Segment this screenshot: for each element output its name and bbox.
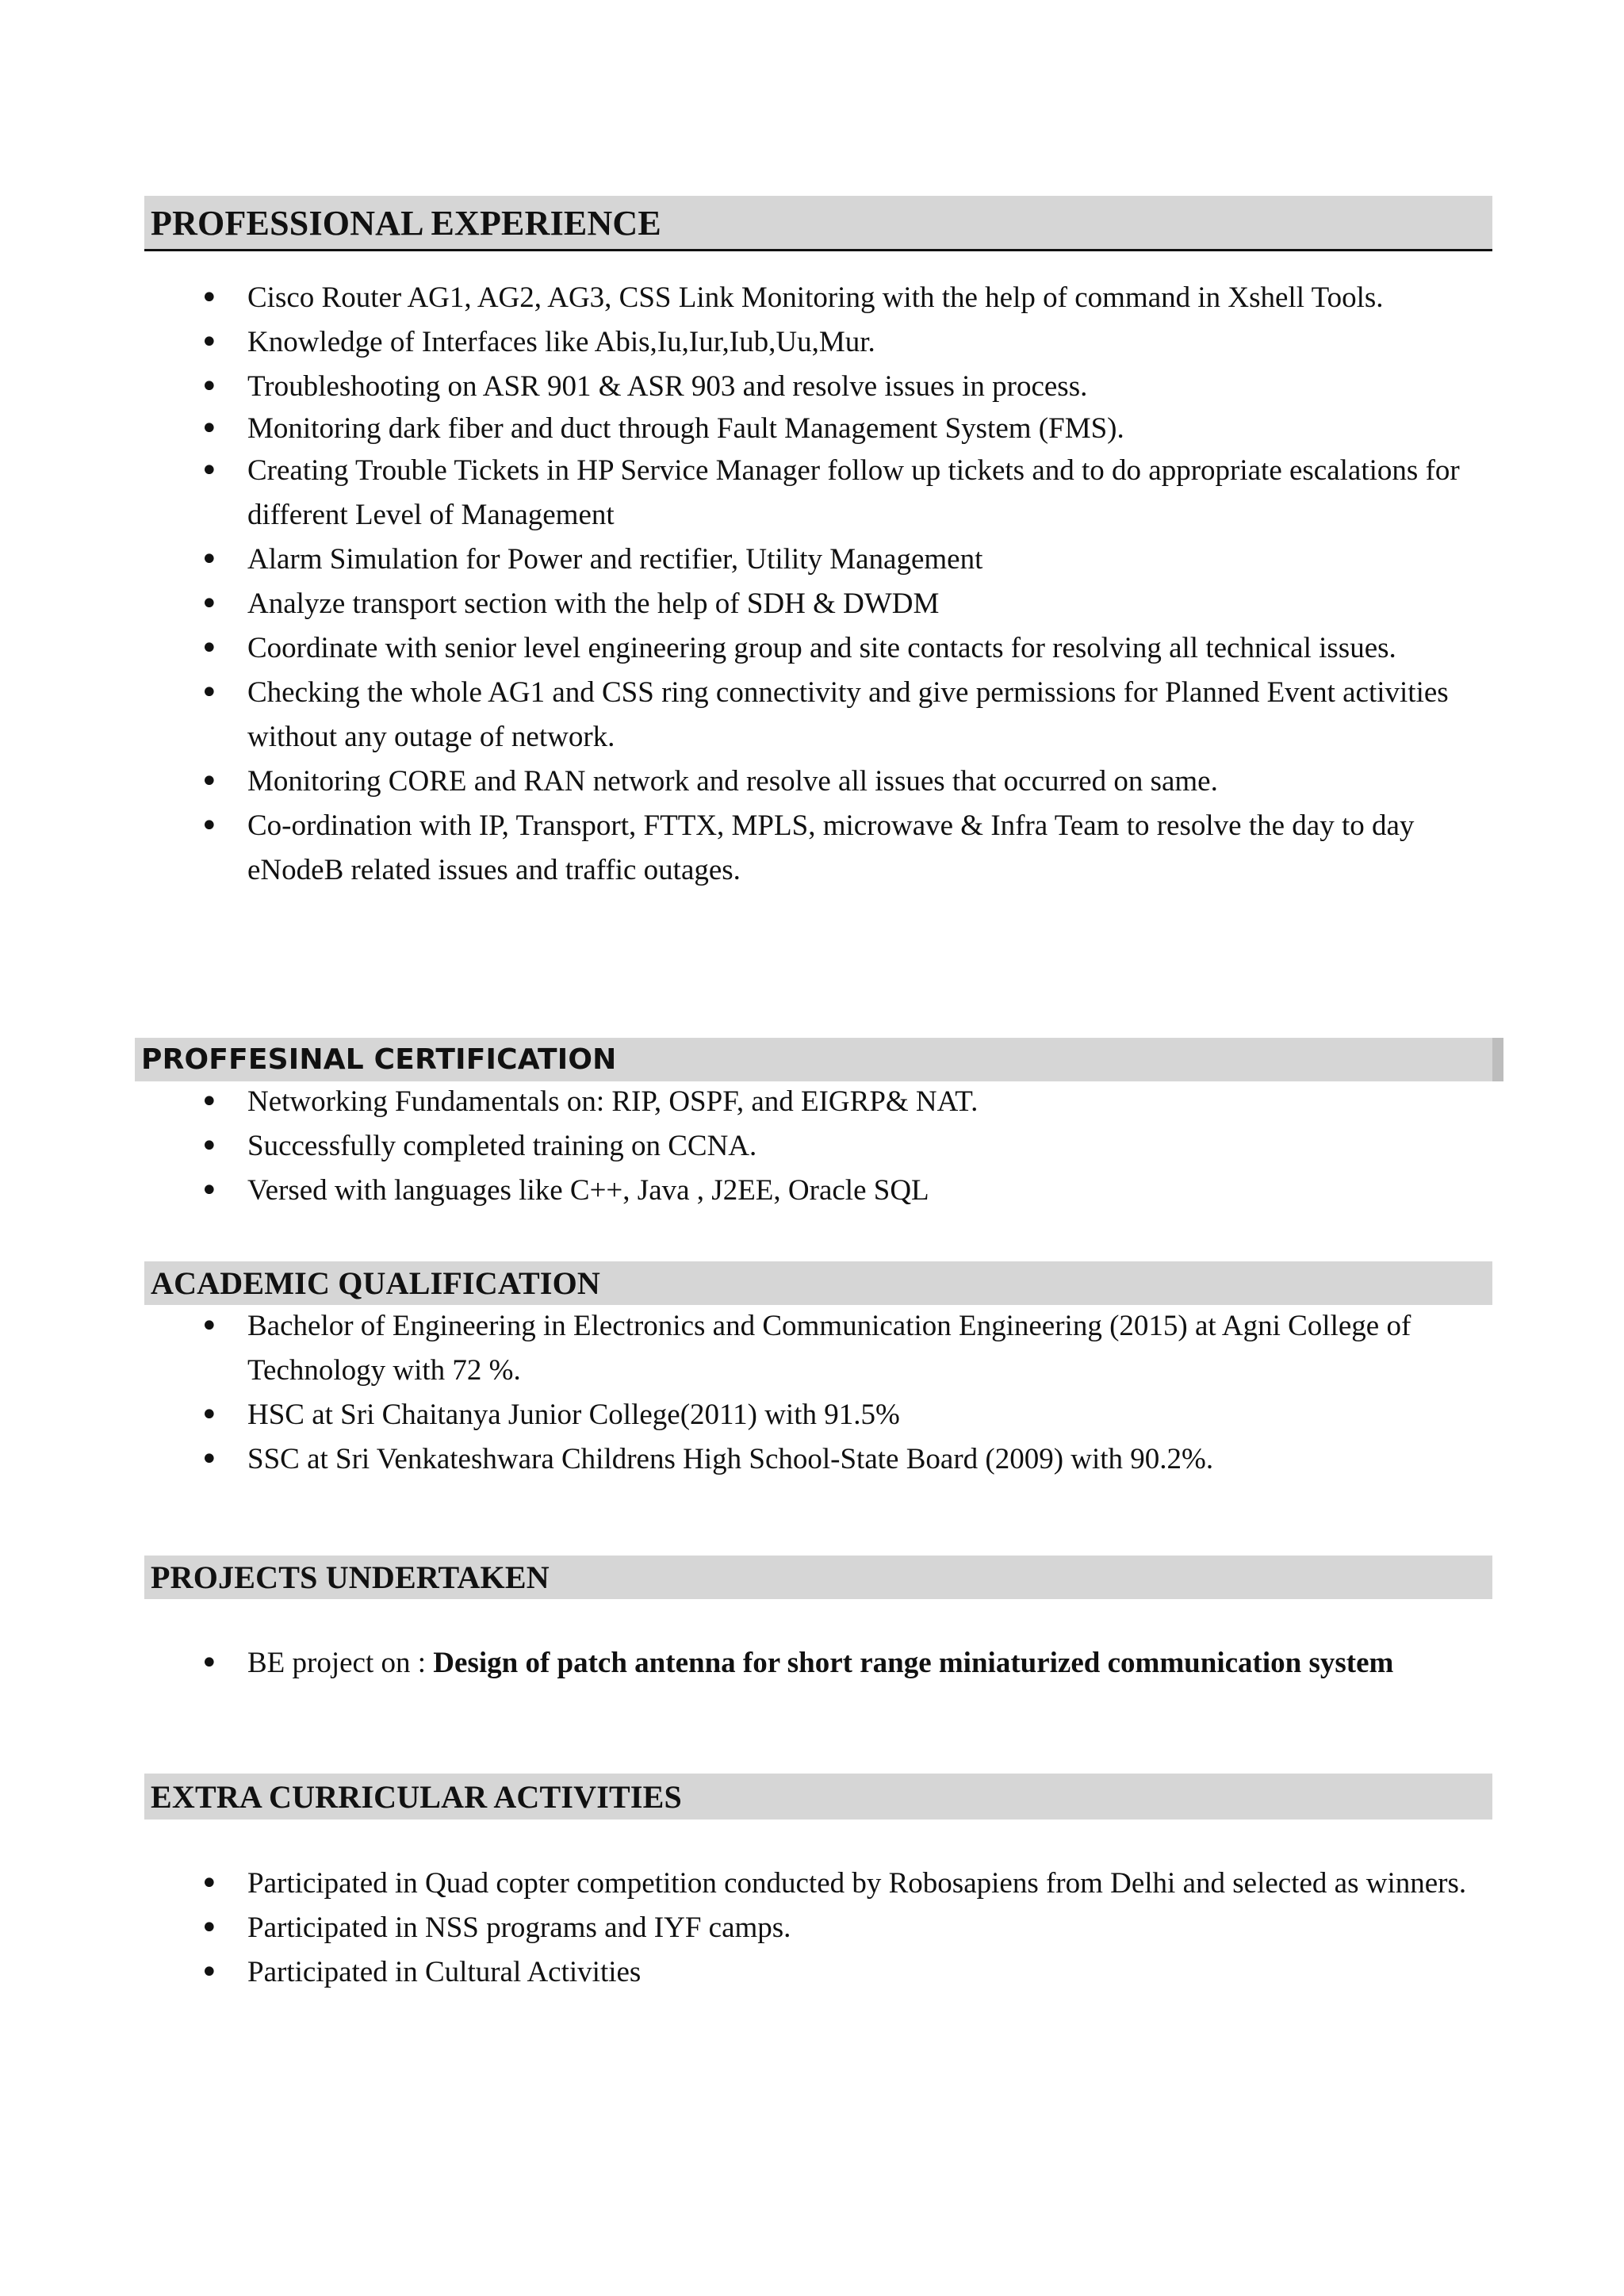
list-item: • Co-ordination with IP, Transport, FTTX, MPLS, microwave & Infra Team to resolve the day to day eNodeB related issues and traffic outages. xyxy=(200,804,1477,893)
list-item: • Checking the whole AG1 and CSS ring connectivity and give permissions for Planned Event activities without any outage of network. xyxy=(200,671,1477,760)
section-header-experience xyxy=(144,196,1492,250)
list-item: • SSC at Sri Venkateshwara Childrens High School-State Board (2009) with 90.2%. xyxy=(200,1437,1477,1482)
list-item: • Participated in NSS programs and IYF camps. xyxy=(200,1906,1477,1950)
list-item: • Monitoring CORE and RAN network and resolve all issues that occurred on same. xyxy=(200,760,1477,804)
extra-list xyxy=(200,1862,1477,1995)
projects-list xyxy=(200,1641,1477,1686)
list-item: • Analyze transport section with the help of SDH & DWDM xyxy=(200,582,1477,626)
list-item: • Creating Trouble Tickets in HP Service Manager follow up tickets and to do appropriate escalations for different Level of Management xyxy=(200,449,1477,538)
list-item: • Cisco Router AG1, AG2, AG3, CSS Link Monitoring with the help of command in Xshell Tools. xyxy=(200,276,1477,320)
section-header-extra xyxy=(144,1774,1492,1820)
list-item: • Networking Fundamentals on: RIP, OSPF, and EIGRP& NAT. xyxy=(200,1080,1477,1124)
project-title: Design of patch antenna for short range miniaturized communication system xyxy=(433,1647,1394,1679)
list-item: • Alarm Simulation for Power and rectifier, Utility Management xyxy=(200,538,1477,582)
list-item: • Monitoring dark fiber and duct through Fault Management System (FMS). xyxy=(200,409,1477,449)
list-item: • Troubleshooting on ASR 901 & ASR 903 and resolve issues in process. xyxy=(200,365,1477,409)
certification-list xyxy=(200,1080,1477,1213)
section-divider xyxy=(144,249,1492,251)
list-item: • Participated in Quad copter competition conducted by Robosapiens from Delhi and selected as winners. xyxy=(200,1862,1477,1906)
list-item: • HSC at Sri Chaitanya Junior College(2011) with 91.5% xyxy=(200,1393,1477,1437)
header-shadow xyxy=(1492,1038,1503,1081)
section-title-projects: PROJECTS UNDERTAKEN xyxy=(151,1559,550,1595)
list-item: • Knowledge of Interfaces like Abis,Iu,Iur,Iub,Uu,Mur. xyxy=(200,320,1477,365)
section-title-extra: EXTRA CURRICULAR ACTIVITIES xyxy=(151,1778,682,1815)
list-item: • Bachelor of Engineering in Electronics and Communication Engineering (2015) at Agni College of Technology with 72 %. xyxy=(200,1304,1477,1393)
section-title-academic: ACADEMIC QUALIFICATION xyxy=(151,1265,601,1301)
section-header-academic xyxy=(144,1261,1492,1305)
section-title-certification: PROFFESINAL CERTIFICATION xyxy=(141,1043,617,1076)
project-prefix: BE project on : xyxy=(247,1647,434,1679)
list-item: • Successfully completed training on CCNA. xyxy=(200,1124,1477,1169)
experience-list xyxy=(200,276,1477,893)
list-item xyxy=(200,1641,1477,1686)
academic-list xyxy=(200,1304,1477,1482)
list-item: • Coordinate with senior level engineering group and site contacts for resolving all technical issues. xyxy=(200,626,1477,671)
section-header-certification xyxy=(135,1038,1492,1081)
list-item: • Versed with languages like C++, Java , J2EE, Oracle SQL xyxy=(200,1169,1477,1213)
section-header-projects xyxy=(144,1556,1492,1599)
list-item: • Participated in Cultural Activities xyxy=(200,1950,1477,1995)
section-title-experience: PROFESSIONAL EXPERIENCE xyxy=(151,203,661,243)
